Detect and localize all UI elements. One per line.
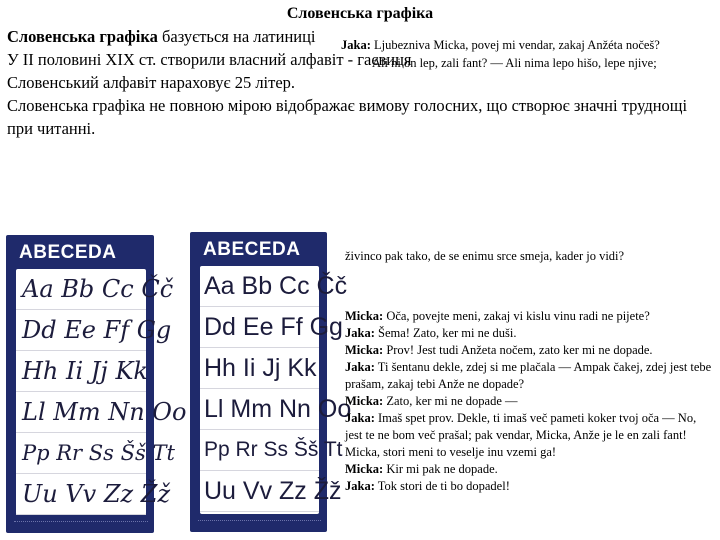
dialog-speaker: Micka:: [345, 343, 384, 357]
dialog-text: Kir mi pak ne dopade.: [383, 462, 498, 476]
dialog-speaker: Jaka:: [345, 479, 375, 493]
dialog-intro-line: živinco pak tako, de se enimu srce smeja, kader jo vidi?: [345, 249, 625, 263]
poster-title: ABECEDA: [19, 242, 117, 263]
slide-title: Словенська графіка: [286, 5, 434, 22]
dialog-line: [345, 393, 715, 410]
dialog-line: [345, 325, 715, 342]
poster-row: Uu Vv Zz Žž: [16, 474, 146, 515]
dialog-text: Imaš spet prov. Dekle, ti imaš več pameti koker tvoj oča — No, jest te ne bom več prašal; pak vendar, Micka, Anže je le en zali fant! Micka, stori meni to veselje inu vzemi ga!: [345, 411, 697, 459]
poster-row: Hh Ii Jj Kk: [16, 351, 146, 392]
dialog-text: Ti šentanu dekle, zdej si me plačala — Ampak čakej, zdej jest tebe prašam, zakaj tebi Anže ne dopade?: [345, 360, 712, 391]
poster-row: Uu Vv Zz Žž: [200, 471, 319, 512]
dialog-speaker: Jaka:: [345, 411, 375, 425]
dialog-speaker: Micka:: [345, 394, 384, 408]
poster-row: Aa Bb Cc Čč: [200, 266, 319, 307]
abeceda-poster-cursive: [6, 235, 187, 533]
overlay-line-1-text: Ljubezniva Micka, povej mi vendar, zakaj Anžéta nočeš?: [370, 38, 660, 52]
poster-panel: [200, 266, 352, 514]
poster-row: Pp Rr Ss Šš Tt: [200, 430, 319, 471]
dialog-text: Oča, povejte meni, zakaj vi kislu vinu radi ne pijete?: [383, 309, 650, 323]
dialog-line: [345, 342, 715, 359]
paragraph-4: Словенська графіка не повною мірою відображає вимову голосних, що створює значні труднощі при читанні.: [7, 96, 688, 138]
slovene-dialog: [345, 308, 715, 495]
dialog-line: [345, 308, 715, 325]
dialog-speaker: Micka:: [345, 309, 384, 323]
dialog-speaker: Micka:: [345, 462, 384, 476]
abeceda-poster-print: [190, 232, 352, 532]
poster-row: Pp Rr Ss Šš Tt: [16, 433, 146, 474]
dialog-speaker: Jaka:: [345, 360, 375, 374]
poster-row: Hh Ii Jj Kk: [200, 348, 319, 389]
overlay-speaker: Jaka:: [341, 38, 371, 52]
paragraph-3: Словенський алфавіт нараховує 25 літер.: [7, 73, 296, 92]
dialog-text: Prov! Jest tudi Anžeta nočem, zato ker mi ne dopade.: [383, 343, 653, 357]
overlay-line-2: Ali ni on lep, zali fant? — Ali nima lepo hišo, lepe njive;: [372, 56, 657, 70]
paragraph-1-bold: Словенська графіка: [7, 27, 158, 46]
poster-footer: [198, 520, 321, 527]
dialog-text: Tok stori de ti bo dopadel!: [374, 479, 510, 493]
dialog-speaker: Jaka:: [345, 326, 375, 340]
poster-row: Dd Ee Ff Gg: [16, 310, 146, 351]
dialog-text: Zato, ker mi ne dopade —: [383, 394, 518, 408]
dialog-text: Šema! Zato, ker mi ne duši.: [374, 326, 517, 340]
poster-row: Ll Mm Nn Oo: [16, 392, 146, 433]
poster-row: Dd Ee Ff Gg: [200, 307, 319, 348]
poster-row: Aa Bb Cc Čč: [16, 269, 146, 310]
poster-row: Ll Mm Nn Oo: [200, 389, 319, 430]
poster-panel: [16, 269, 187, 515]
paragraph-1-rest: базується на латиниці: [157, 27, 316, 46]
dialog-line: [345, 410, 715, 461]
overlay-line-1: [341, 36, 713, 54]
dialog-line: [345, 461, 715, 478]
dialog-line: [345, 359, 715, 393]
poster-footer: [14, 521, 148, 528]
overlay-dialog-text: [341, 36, 713, 72]
dialog-line: [345, 478, 715, 495]
paragraph-2: У ІІ половині ХІХ ст. створили власний алфавіт - гаєвиця: [7, 50, 412, 69]
poster-title: ABECEDA: [203, 239, 301, 260]
